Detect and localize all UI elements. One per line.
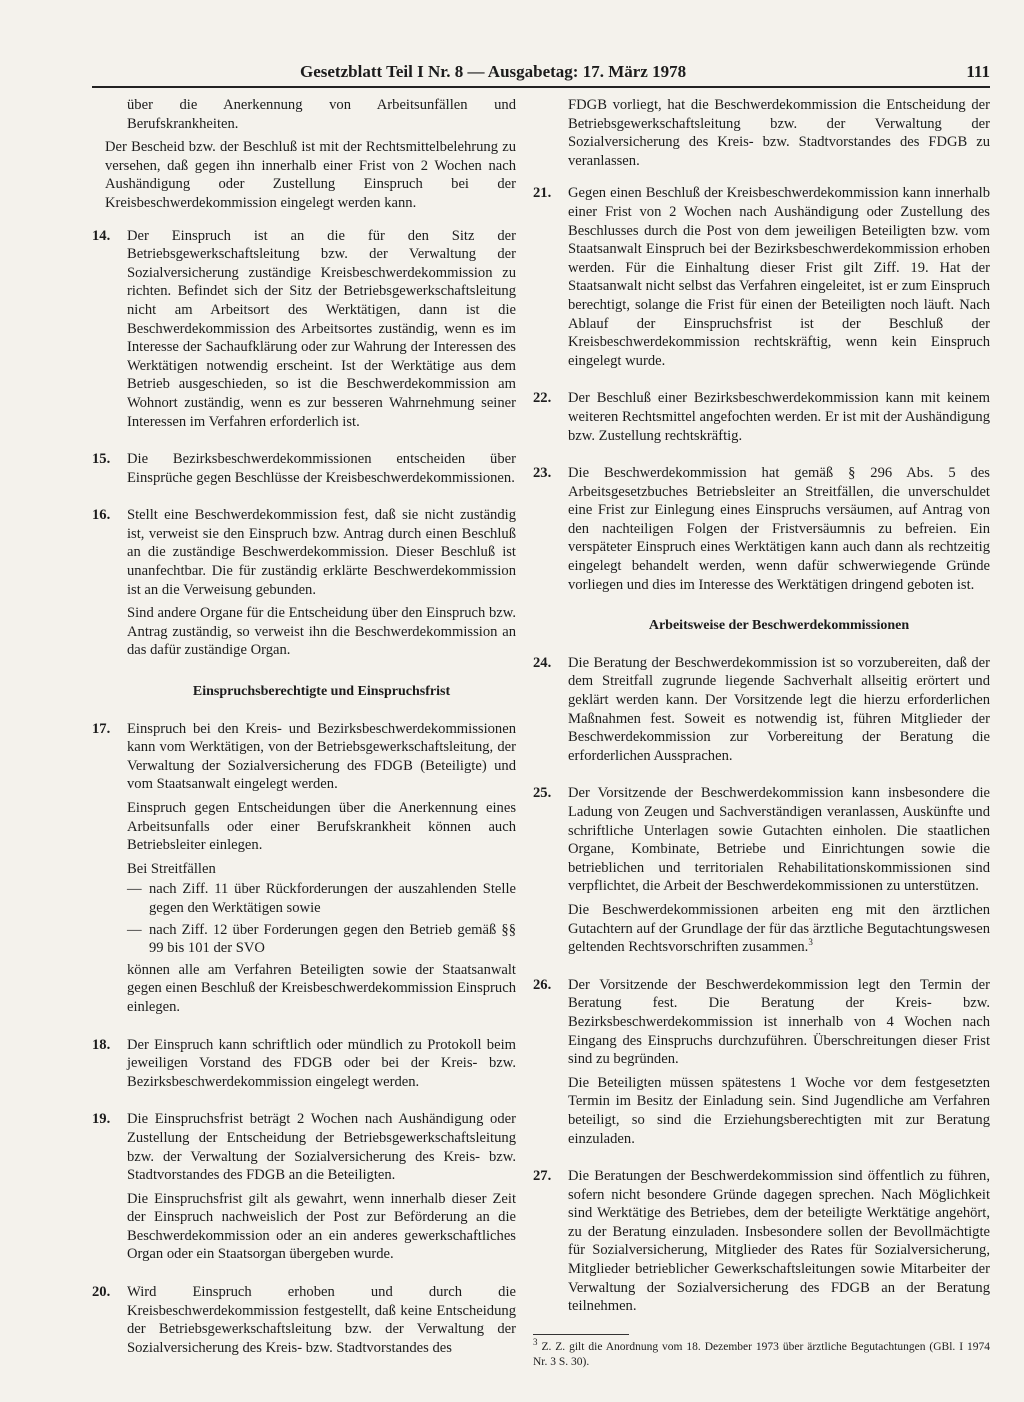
clause-text: Die Bezirksbeschwerdekommissionen entscheiden über Einsprüche gegen Beschlüsse der Kreisbeschwerdekommissionen. — [127, 451, 516, 486]
clause-number: 25. — [533, 785, 552, 802]
clause-number: 19. — [92, 1111, 111, 1128]
clause-text: Der Beschluß einer Bezirksbeschwerdekommission kann mit keinem weiteren Rechtsmittel angefochten werden. Er ist mit der Aushändigung bzw. Zustellung rechtskräftig. — [568, 390, 990, 444]
dash-item — [127, 880, 516, 917]
clause-text: Die Einspruchsfrist gilt als gewahrt, wenn innerhalb dieser Zeit der Einspruch nachweislich der Post zur Beförderung an die Beschwerdekommission oder an ein anderes gewerkschaftliches Organ oder ein Staatsorgan übergeben wurde. — [127, 1190, 516, 1263]
clause-number: 22. — [533, 390, 552, 407]
clause-24 — [533, 654, 990, 771]
dash-text: nach Ziff. 11 über Rückforderungen der auszahlenden Stelle gegen den Werktätigen sowie — [149, 881, 516, 916]
dash-mark: — — [127, 881, 142, 898]
left-column — [92, 96, 516, 1376]
clause-18 — [92, 1036, 516, 1097]
continuation-block — [568, 96, 990, 170]
clause-23 — [533, 464, 990, 599]
clause-text: Bei Streitfällen — [127, 860, 216, 877]
clause-text: Die Beschwerdekommission hat gemäß § 296 Abs. 5 des Arbeitsgesetzbuches Betriebsleiter an Streitfällen, die unverschuldet eine Frist zur Einlegung eines Einspruchs versäumen, auf Antrag von den nachteiligen Folgen der Fristversäumnis zu befreien. Ein verspäteter Einspruch eines Werktätigen kann auch dann als rechtzeitig eingelegt behandelt werden, wenn dafür schwerwiegende Gründe vorliegen und dies im Interesse des Werktätigen dringend geboten ist. — [568, 465, 990, 593]
footnote-reference: 3 — [808, 937, 813, 948]
footnote — [533, 1337, 990, 1370]
clause-text: Der Vorsitzende der Beschwerdekommission legt den Termin der Beratung fest. Die Beratung der Kreis- bzw. Bezirksbeschwerdekommission ist innerhalb von 4 Wochen nach Eingang des Einspruchs durchzuführen. Überschreitungen dieser Frist sind zu begründen. — [568, 976, 990, 1068]
clause-text: Die Beschwerdekommissionen arbeiten eng mit den ärztlichen Gutachtern auf der Grundlage der für das ärztliche Begutachtungswesen geltenden Rechtsvorschriften zusammen. — [568, 901, 990, 956]
clause-16 — [92, 506, 516, 665]
page-number: 111 — [966, 62, 990, 81]
intro-block — [105, 96, 516, 213]
clause-number: 20. — [92, 1284, 111, 1301]
clause-14 — [92, 227, 516, 437]
right-column — [533, 96, 990, 1335]
clause-20 — [92, 1283, 516, 1362]
clause-number: 21. — [533, 185, 552, 202]
intro-paragraph-1: über die Anerkennung von Arbeitsunfällen und Berufskrankheiten. — [127, 97, 516, 132]
clause-26 — [533, 976, 990, 1153]
clause-number: 26. — [533, 976, 552, 993]
clause-text: Die Beratungen der Beschwerdekommission sind öffentlich zu führen, sofern nicht besondere Gründe dagegen sprechen. Nach Möglichkeit sind Werktätige des Betriebes, dem der beteiligte Werktätige angehört, zu der Beratung einzuladen. Insbesondere sollen der Bevollmächtigte für Sozialversicherung, Mitglieder des Rates für Sozialversicherung, Mitglieder betrieblicher Gewerkschaftsleitungen sowie Mitarbeiter der Verwaltung der Sozialversicherung des FDGB an der Beratung teilnehmen. — [568, 1168, 990, 1315]
clause-number: 15. — [92, 451, 111, 468]
clause-17 — [92, 720, 516, 1022]
clause-text: Gegen einen Beschluß der Kreisbeschwerdekommission kann innerhalb einer Frist von 2 Wochen nach Aushändigung oder Zustellung des Beschlusses durch die Post von dem jeweiligen Beteiligten bzw. vom Staatsanwalt Einspruch bei der Bezirksbeschwerdekommission erhoben werden. Für die Einhaltung dieser Frist gilt Ziff. 19. Hat der Staatsanwalt nicht selbst das Verfahren eingeleitet, ist er zum Einspruch berechtigt, solange die Frist für einen der Beteiligten noch läuft. Nach Ablauf der Einspruchsfrist ist der Beschluß der Kreisbeschwerdekommission rechtskräftig, wenn kein Einspruch eingelegt wurde. — [568, 185, 990, 369]
clause-27 — [533, 1167, 990, 1321]
clause-number: 23. — [533, 465, 552, 482]
header-title: Gesetzblatt Teil I Nr. 8 — Ausgabetag: 17. März 1978 — [300, 62, 687, 81]
clause-text: Der Einspruch kann schriftlich oder mündlich zu Protokoll beim jeweiligen Vorstand des FDGB oder bei der Kreis- bzw. Bezirksbeschwerdekommission eingelegt werden. — [127, 1036, 516, 1090]
clause-text: Die Beratung der Beschwerdekommission ist so vorzubereiten, daß der dem Streitfall zugrunde liegende Sachverhalt allseitig erörtert und geklärt werden kann. Der Vorsitzende legt die hierzu erforderlichen Maßnahmen fest. Soweit es notwendig ist, führen Mitglieder der Beschwerdekommission zur Vorbereitung der Beratung die erforderlichen Aussprachen. — [568, 654, 990, 764]
section-heading: Arbeitsweise der Beschwerdekommissionen — [648, 618, 910, 634]
footnote-text: Z. Z. gilt die Anordnung vom 18. Dezember 1973 über ärztliche Begutachtungen (GBl. I 1974 Nr. 3 S. 30). — [533, 1341, 990, 1368]
footnote-mark: 3 — [533, 1337, 538, 1348]
clause-15 — [92, 450, 516, 492]
clause-text-with-ref — [568, 901, 990, 957]
clause-text: Sind andere Organe für die Entscheidung über den Einspruch bzw. Antrag zuständig, so verweist ihn die Beschwerdekommission an das dafür zuständige Organ. — [127, 605, 516, 659]
dash-item — [127, 921, 516, 958]
page-header — [300, 62, 990, 82]
clause-number: 14. — [92, 227, 111, 244]
clause-text: Der Vorsitzende der Beschwerdekommission kann insbesondere die Ladung von Zeugen und Sachverständigen veranlassen, Auskünfte und schriftliche Unterlagen sowie Gutachten einholen. Die staatlichen Organe, Kombinate, Betriebe und Einrichtungen sowie die betrieblichen und territorialen Rehabilitationskommissionen sind verpflichtet, die Arbeit der Beschwerdekommissionen zu unterstützen. — [568, 785, 990, 895]
clause-number: 27. — [533, 1168, 552, 1185]
clause-text: Die Beteiligten müssen spätestens 1 Woche vor dem festgesetzten Termin im Besitz der Einladung sein. Sind Jugendliche am Verfahren beteiligt, so sind die Erziehungsberechtigten mit zur Beratung einzuladen. — [568, 1074, 990, 1147]
section-heading: Einspruchsberechtigte und Einspruchsfrist — [192, 684, 451, 700]
footnote-rule — [533, 1334, 629, 1335]
continuation-text: FDGB vorliegt, hat die Beschwerdekommission die Entscheidung der Betriebsgewerkschaftsleitung bzw. der Verwaltung der Sozialversicherung des Kreis- bzw. Stadtvorstandes des FDGB zu veranlassen. — [568, 97, 990, 169]
clause-25 — [533, 784, 990, 961]
dash-mark: — — [127, 921, 142, 938]
clause-number: 16. — [92, 507, 111, 524]
clause-text: Wird Einspruch erhoben und durch die Kreisbeschwerdekommission festgestellt, daß keine Entscheidung der Betriebsgewerkschaftsleitung bzw. der Verwaltung der Sozialversicherung des Kreis- bzw. Stadtvorstandes des — [127, 1284, 516, 1356]
clause-19 — [92, 1110, 516, 1269]
intro-paragraph-2: Der Bescheid bzw. der Beschluß ist mit der Rechtsmittelbelehrung zu versehen, daß gegen ihn innerhalb einer Frist von 2 Wochen nach Aushändigung oder Zustellung Einspruch bei der Kreisbeschwerdekommission eingelegt werden kann. — [105, 139, 516, 211]
clause-21 — [533, 184, 990, 375]
clause-number: 18. — [92, 1036, 111, 1053]
dash-text: nach Ziff. 12 über Forderungen gegen den Betrieb gemäß §§ 99 bis 101 der SVO — [149, 921, 516, 957]
clause-number: 17. — [92, 720, 111, 737]
clause-text: Die Einspruchsfrist beträgt 2 Wochen nach Aushändigung oder Zustellung der Entscheidung der Betriebsgewerkschaftsleitung bzw. der Verwaltung der Sozialversicherung des Kreis- bzw. Stadtvorstandes des FDGB an die Beteiligten. — [127, 1111, 516, 1184]
clause-text: Einspruch bei den Kreis- und Bezirksbeschwerdekommissionen kann vom Werktätigen, von der Betriebsgewerkschaftsleitung, der Verwaltung der Sozialversicherung des FDGB (Beteiligte) und vom Staatsanwalt eingelegt werden. — [127, 720, 516, 793]
clause-number: 24. — [533, 654, 552, 671]
clause-text: können alle am Verfahren Beteiligten sowie der Staatsanwalt gegen einen Beschluß der Kreisbeschwerdekommission Einspruch einlegen. — [127, 961, 516, 1015]
clause-text: Einspruch gegen Entscheidungen über die Anerkennung eines Arbeitsunfalls oder einer Berufskrankheit können auch Betriebsleiter einlegen. — [127, 800, 516, 854]
header-rule — [92, 86, 990, 88]
clause-22 — [533, 389, 990, 450]
clause-text: Stellt eine Beschwerdekommission fest, daß sie nicht zuständig ist, verweist sie den Einspruch bzw. Antrag durch einen Beschluß an die zuständige Beschwerdekommission. Dieser Beschluß ist unanfechtbar. Die für zuständig erklärte Beschwerdekommission ist an die Verweisung gebunden. — [127, 507, 516, 598]
clause-text: Der Einspruch ist an die für den Sitz der Betriebsgewerkschaftsleitung bzw. der Verwaltung der Sozialversicherung zuständige Kreisbeschwerdekommission zu richten. Befindet sich der Sitz der Betriebsgewerkschaftsleitung nicht am Arbeitsort des Werktätigen, dann ist die Beschwerdekommission des Arbeitsortes zuständig, wenn es im Interesse der Sachaufklärung oder zur Wahrung der Interessen des Werktätigen notwendig erscheint. Ist der Werktätige aus dem Betrieb ausgeschieden, so ist die Beschwerdekommission am Wohnort zuständig, wenn es zur besseren Wahrnehmung seiner Interessen im Verfahren erforderlich ist. — [127, 227, 516, 430]
